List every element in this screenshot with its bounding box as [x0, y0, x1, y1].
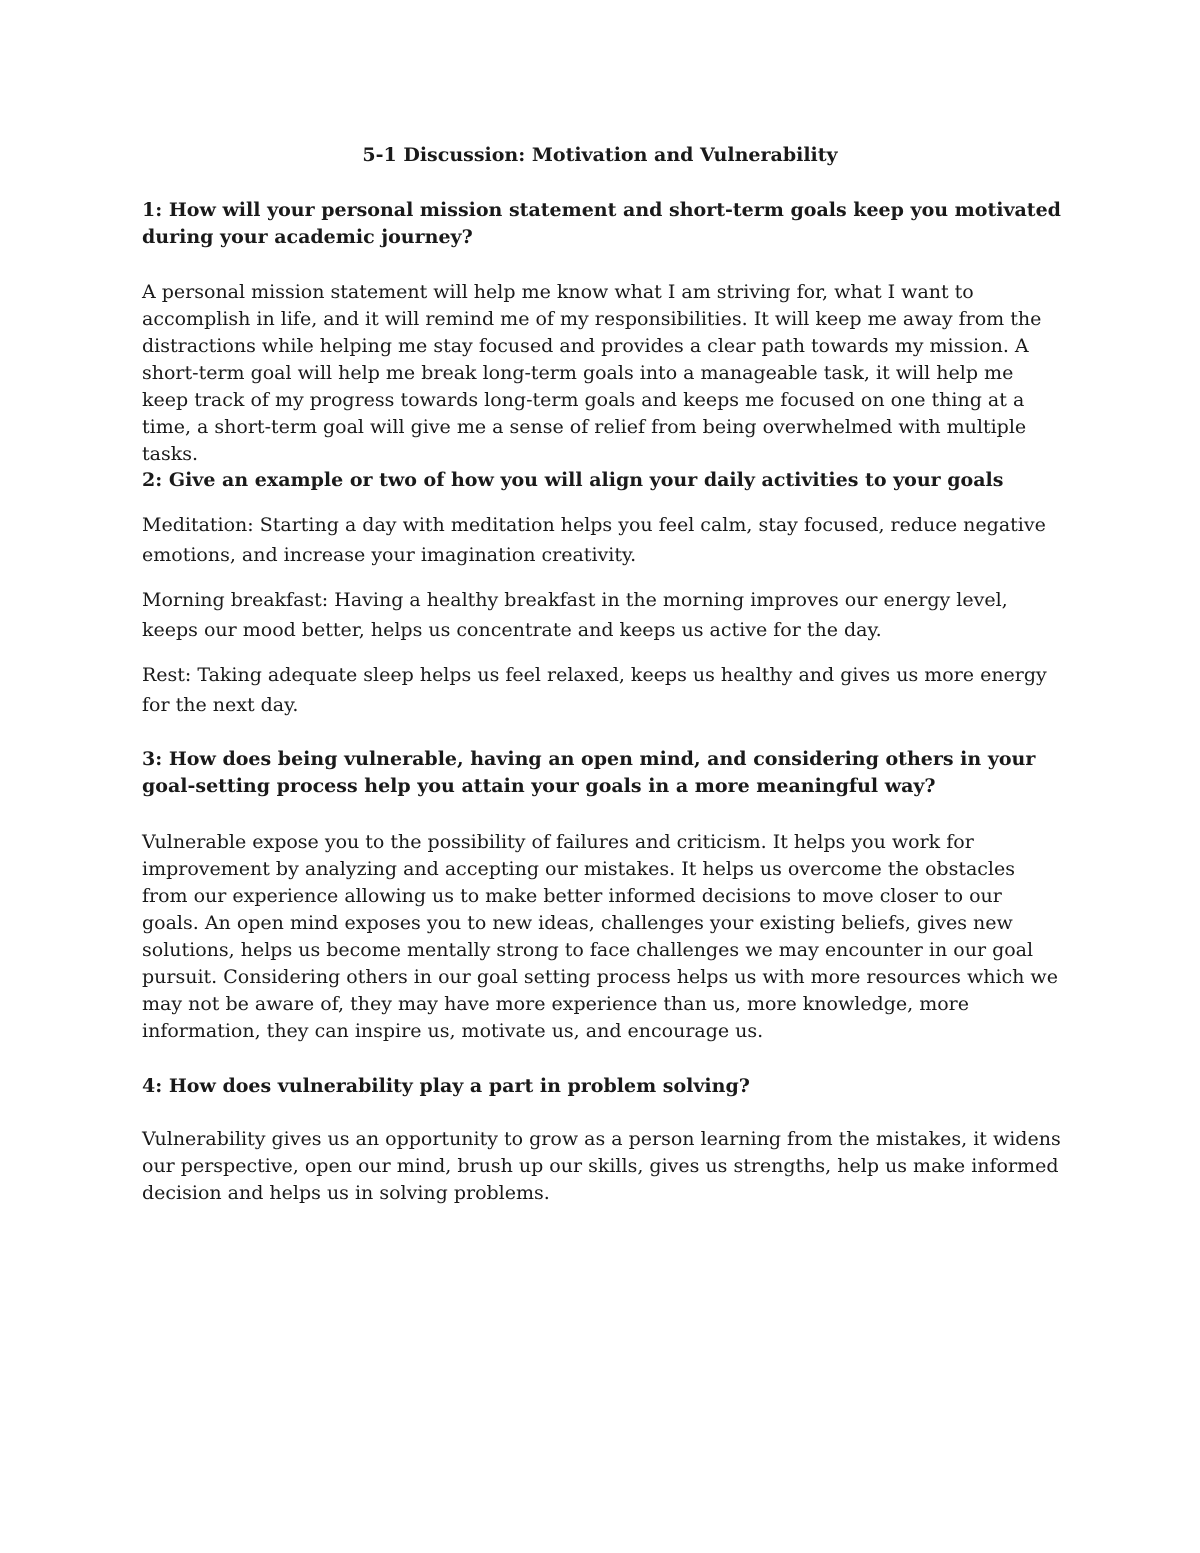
- answer-4: Vulnerability gives us an opportunity to grow as a person learning from the mistakes, it widens our perspective, open our mind, brush up our skills, gives us strengths, help us make informed decision and helps us in solving problems.: [142, 1128, 1061, 1204]
- question-4: 4: How does vulnerability play a part in problem solving?: [142, 1075, 750, 1097]
- answer-2-breakfast: Morning breakfast: Having a healthy breakfast in the morning improves our energy level, keeps our mood better, helps us concentrate and keeps us active for the day.: [142, 589, 1008, 641]
- answer-2-meditation: Meditation: Starting a day with meditation helps you feel calm, stay focused, reduce negative emotions, and increase your imagination creativity.: [142, 514, 1046, 566]
- answer-3: Vulnerable expose you to the possibility of failures and criticism. It helps you work for improvement by analyzing and accepting our mistakes. It helps us overcome the obstacles from our experience allowing us to make better informed decisions to move closer to our goals. An open mind exposes you to new ideas, challenges your existing beliefs, gives new solutions, helps us become mentally strong to face challenges we may encounter in our goal pursuit. Considering others in our goal setting process helps us with more resources which we may not be aware of, they may have more experience than us, more knowledge, more information, they can inspire us, motivate us, and encourage us.: [142, 831, 1058, 1042]
- question-2: 2: Give an example or two of how you will align your daily activities to your goals: [142, 469, 1004, 491]
- question-3: 3: How does being vulnerable, having an open mind, and considering others in your goal-setting process help you attain your goals in a more meaningful way?: [142, 748, 1036, 797]
- document-title: 5-1 Discussion: Motivation and Vulnerability: [362, 144, 838, 166]
- answer-1: A personal mission statement will help me know what I am striving for, what I want to accomplish in life, and it will remind me of my responsibilities. It will keep me away from the distractions while helping me stay focused and provides a clear path towards my mission. A short-term goal will help me break long-term goals into a manageable task, it will help me keep track of my progress towards long-term goals and keeps me focused on one thing at a time, a short-term goal will give me a sense of relief from being overwhelmed with multiple tasks.: [142, 281, 1042, 465]
- question-1: 1: How will your personal mission statement and short-term goals keep you motivated during your academic journey?: [142, 199, 1061, 248]
- answer-2-rest: Rest: Taking adequate sleep helps us feel relaxed, keeps us healthy and gives us more energy for the next day.: [142, 664, 1047, 716]
